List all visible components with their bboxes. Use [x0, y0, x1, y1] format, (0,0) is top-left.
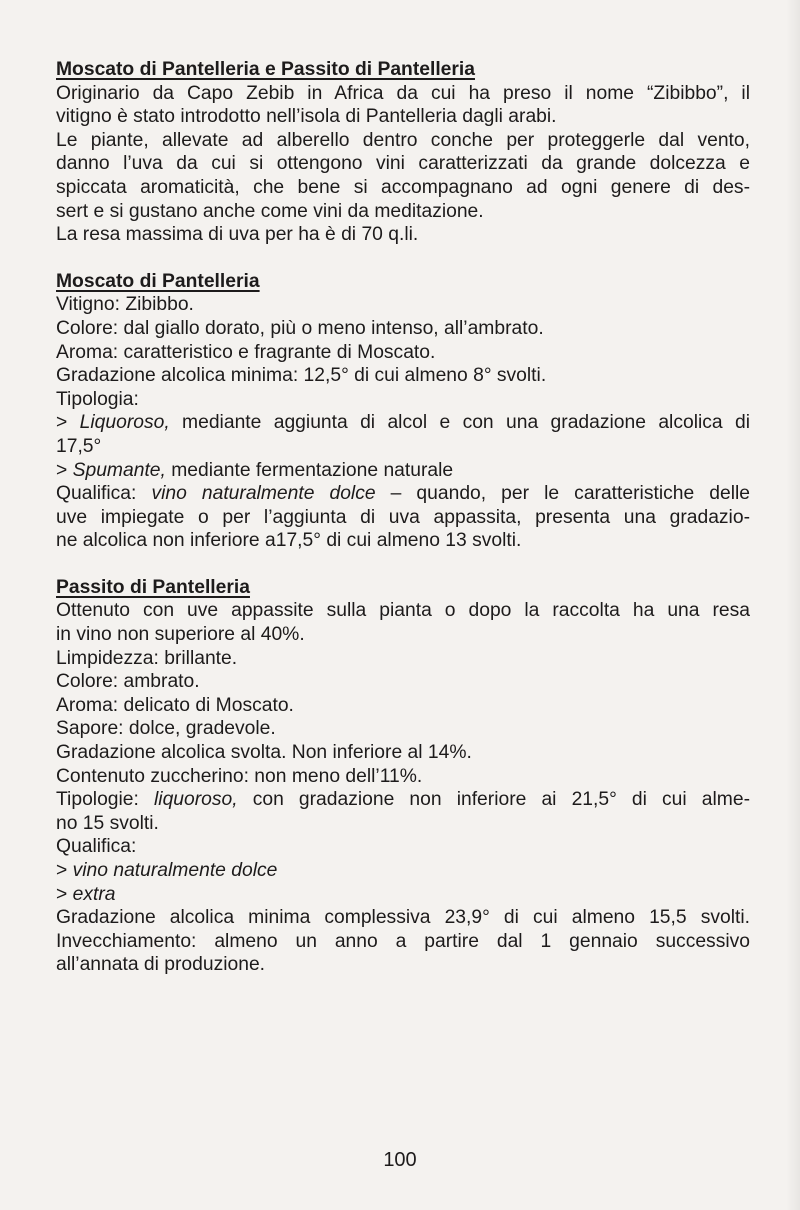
text-run-italic: Spumante, [72, 459, 166, 481]
text-run-italic: vino naturalmente dolce [72, 860, 278, 881]
section-moscato [56, 270, 750, 553]
text-line [56, 293, 750, 317]
text-line [56, 812, 750, 836]
text-run: > [56, 412, 80, 434]
text-line [56, 859, 750, 883]
text-line [56, 200, 750, 224]
text-run: Invecchiamento: almeno un anno a partire dal 1 gennaio successivo [56, 930, 750, 952]
text-run: mediante fermentazione naturale [165, 459, 454, 481]
text-run: Limpidezza: brillante. [56, 647, 238, 669]
text-run: sert e si gustano anche come vini da meditazione. [56, 200, 484, 222]
text-line [56, 647, 750, 671]
text-line [56, 741, 750, 765]
text-run: Originario da Capo Zebib in Africa da cui ha preso il nome “Zibibbo”, il [56, 82, 750, 104]
text-run: Ottenuto con uve appassite sulla pianta o dopo la raccolta ha una resa [56, 600, 750, 622]
text-run: Sapore: dolce, gradevole. [56, 718, 276, 740]
text-run: Tipologia: [56, 388, 139, 410]
text-run: danno l’uva da cui si ottengono vini caratterizzati da grande dolcezza e [56, 153, 750, 175]
text-line [56, 930, 750, 954]
section-intro [56, 58, 750, 247]
text-line [56, 599, 750, 623]
text-line [56, 411, 750, 435]
text-line [56, 176, 750, 200]
text-line [56, 506, 750, 530]
section-heading: Moscato di Pantelleria [56, 270, 260, 292]
text-run: all’annata di produzione. [56, 954, 266, 976]
text-line [56, 82, 750, 106]
section-heading: Moscato di Pantelleria e Passito di Pantelleria [56, 59, 475, 80]
text-line [56, 835, 750, 859]
text-line [56, 482, 750, 506]
text-line [56, 105, 750, 129]
text-line [56, 788, 750, 812]
text-line [56, 223, 750, 247]
text-run: Gradazione alcolica minima complessiva 23,9° di cui almeno 15,5 svolti. [56, 907, 750, 929]
text-run: mediante aggiunta di alcol e con una gradazione alcolica di [169, 412, 751, 434]
text-run: ne alcolica non inferiore a17,5° di cui almeno 13 svolti. [56, 530, 522, 552]
text-run-italic: vino naturalmente dolce [151, 483, 376, 505]
text-run: Le piante, allevate ad alberello dentro conche per proteggerle dal vento, [56, 129, 750, 151]
text-run-italic: liquoroso, [154, 789, 238, 811]
text-run: La resa massima di uva per ha è di 70 q.li. [56, 224, 419, 246]
text-run: 17,5° [56, 435, 102, 457]
text-line [56, 670, 750, 694]
page-body [56, 58, 750, 977]
text-run-italic: Liquoroso, [79, 412, 170, 434]
text-run: vitigno è stato introdotto nell’isola di Pantelleria dagli arabi. [56, 106, 557, 128]
text-run: Aroma: caratteristico e fragrante di Moscato. [56, 341, 436, 363]
text-run: > [56, 459, 73, 481]
text-run: con gradazione non inferiore ai 21,5° di cui alme- [237, 789, 750, 811]
text-run: Colore: ambrato. [56, 671, 200, 693]
text-run: no 15 svolti. [56, 812, 159, 834]
text-line [56, 341, 750, 365]
text-run: Aroma: delicato di Moscato. [56, 694, 294, 716]
text-line [56, 765, 750, 789]
text-run-italic: extra [72, 883, 116, 905]
text-run: Contenuto zuccherino: non meno dell’11%. [56, 765, 423, 787]
text-run: Qualifica: [56, 836, 137, 858]
text-run: Tipologie: [56, 789, 154, 811]
section-passito [56, 576, 750, 977]
text-run: Gradazione alcolica svolta. Non inferiore al 14%. [56, 742, 472, 764]
text-run: Gradazione alcolica minima: 12,5° di cui almeno 8° svolti. [56, 365, 547, 387]
text-line [56, 529, 750, 553]
text-run: uve impiegate o per l’aggiunta di uva appassita, presenta una gradazio- [56, 506, 750, 528]
text-line [56, 883, 750, 907]
page-edge-shadow [786, 0, 800, 1210]
page-number: 100 [383, 1149, 417, 1171]
text-run: Qualifica: [56, 483, 152, 505]
text-line [56, 906, 750, 930]
text-line [56, 364, 750, 388]
text-line [56, 694, 750, 718]
text-line [56, 953, 750, 977]
text-line [56, 459, 750, 483]
text-run: in vino non superiore al 40%. [56, 624, 305, 646]
text-line [56, 435, 750, 459]
text-line [56, 388, 750, 412]
text-run: Vitigno: Zibibbo. [56, 294, 194, 316]
text-line [56, 717, 750, 741]
section-heading: Passito di Pantelleria [56, 576, 250, 598]
text-run: > [56, 883, 73, 905]
text-run: > [56, 860, 73, 881]
text-line [56, 623, 750, 647]
text-line [56, 317, 750, 341]
text-run: – quando, per le caratteristiche delle [375, 483, 750, 505]
text-line [56, 152, 750, 176]
text-run: Colore: dal giallo dorato, più o meno intenso, all’ambrato. [56, 317, 544, 339]
text-run: spiccata aromaticità, che bene si accompagnano ad ogni genere di des- [56, 176, 750, 198]
text-line [56, 129, 750, 153]
